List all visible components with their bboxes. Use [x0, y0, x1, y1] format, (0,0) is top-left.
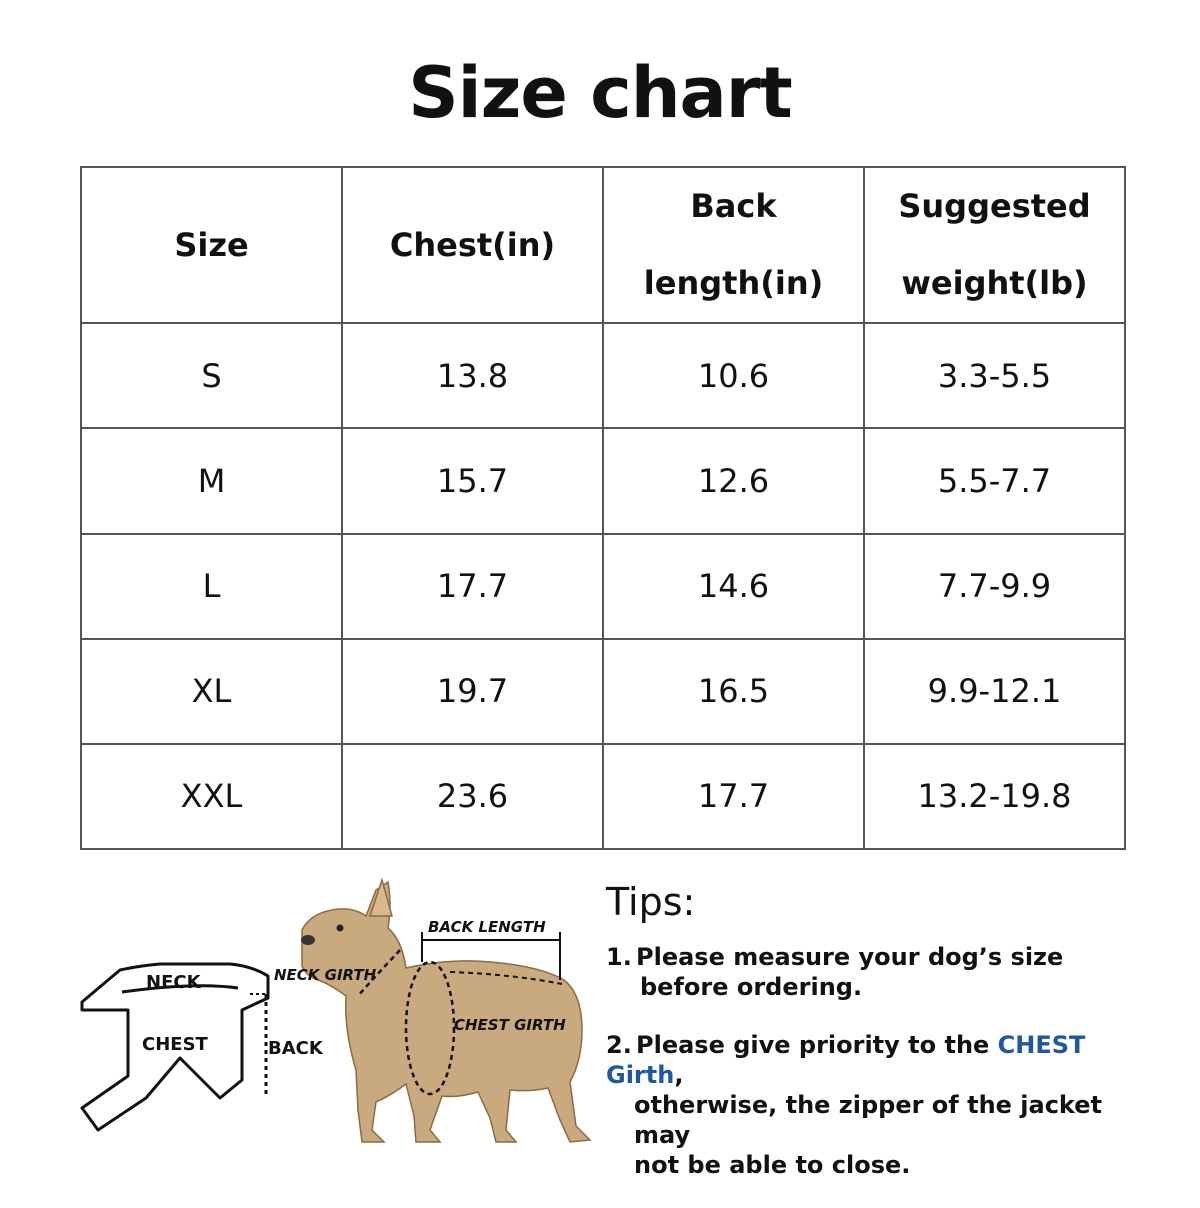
tip-2-line-3: not be able to close.	[634, 1151, 911, 1179]
cell-weight: 5.5-7.7	[864, 428, 1125, 533]
cell-size: L	[81, 534, 342, 639]
cell-chest: 13.8	[342, 323, 603, 428]
chest-girth-highlight: CHEST Girth	[606, 1031, 1086, 1089]
size-table	[80, 166, 1126, 850]
cell-back-length: 12.6	[603, 428, 864, 533]
garment-back-label: BACK	[268, 1038, 323, 1059]
measurement-illustration	[70, 870, 600, 1170]
tip-2-pre: Please give priority to the	[636, 1031, 998, 1059]
cell-weight: 13.2-19.8	[864, 744, 1125, 849]
back-length-label: BACK LENGTH	[428, 918, 546, 936]
header-chest: Chest(in)	[342, 167, 603, 323]
cell-chest: 23.6	[342, 744, 603, 849]
neck-girth-label: NECK GIRTH	[274, 966, 377, 984]
tips-section	[606, 880, 1166, 1208]
tip-2	[606, 1030, 1166, 1180]
cell-weight: 9.9-12.1	[864, 639, 1125, 744]
cell-size: M	[81, 428, 342, 533]
tip-2-line-2: otherwise, the zipper of the jacket may	[634, 1091, 1102, 1149]
tip-number: 2.	[606, 1031, 632, 1059]
table-header-row	[81, 167, 1125, 323]
cell-back-length: 17.7	[603, 744, 864, 849]
page-title: Size chart	[408, 52, 792, 134]
measurement-diagram	[70, 870, 600, 1170]
header-suggested-weight: Suggested weight(lb)	[864, 167, 1125, 323]
tip-number: 1.	[606, 943, 632, 971]
table-row	[81, 534, 1125, 639]
cell-chest: 15.7	[342, 428, 603, 533]
dog-eye-icon	[337, 925, 344, 932]
dog-nose-icon	[301, 935, 315, 945]
table-row	[81, 428, 1125, 533]
tips-title: Tips:	[606, 880, 696, 924]
tip-2-post: ,	[674, 1061, 684, 1089]
header-size: Size	[81, 167, 342, 323]
table-row	[81, 323, 1125, 428]
cell-chest: 17.7	[342, 534, 603, 639]
cell-back-length: 10.6	[603, 323, 864, 428]
cell-chest: 19.7	[342, 639, 603, 744]
cell-size: S	[81, 323, 342, 428]
garment-chest-label: CHEST	[142, 1034, 208, 1055]
tip-1-line-2: before ordering.	[640, 973, 863, 1001]
cell-weight: 7.7-9.9	[864, 534, 1125, 639]
cell-weight: 3.3-5.5	[864, 323, 1125, 428]
header-back-length: Back length(in)	[603, 167, 864, 323]
garment-neck-label: NECK	[146, 972, 201, 993]
tip-1-line-1: Please measure your dog’s size	[636, 943, 1064, 971]
cell-size: XL	[81, 639, 342, 744]
cell-size: XXL	[81, 744, 342, 849]
chest-girth-label: CHEST GIRTH	[454, 1016, 566, 1034]
table-row	[81, 639, 1125, 744]
cell-back-length: 14.6	[603, 534, 864, 639]
cell-back-length: 16.5	[603, 639, 864, 744]
table-row	[81, 744, 1125, 849]
tip-1	[606, 942, 1166, 1002]
